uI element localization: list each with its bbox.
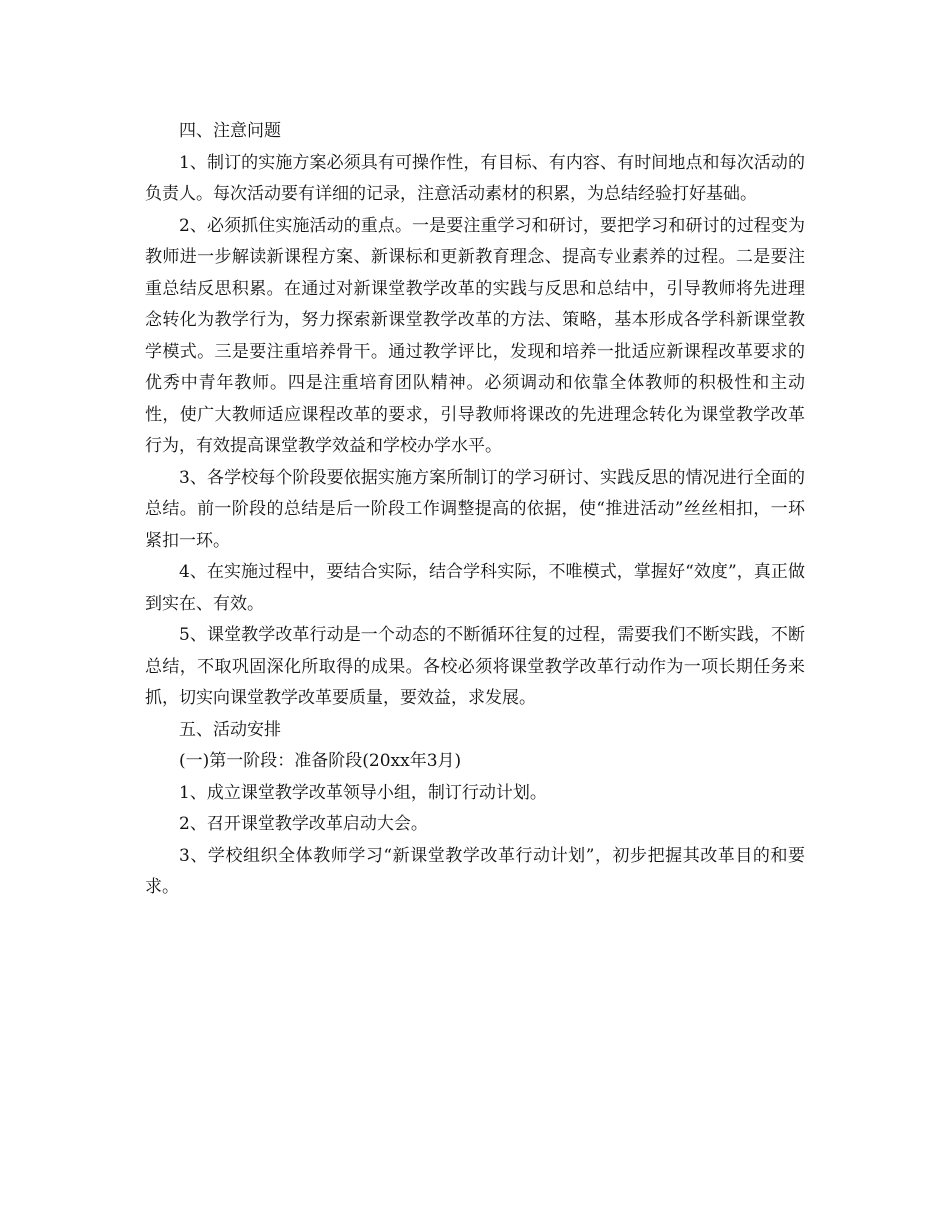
paragraph-item-4: 4、在实施过程中，要结合实际，结合学科实际，不唯模式，掌握好“效度”，真正做到实在、有效。 [145,562,805,614]
section-heading-activity-schedule: 五、活动安排 [179,719,281,740]
stage-one-item-3: 3、学校组织全体教师学习“新课堂教学改革行动计划”，初步把握其改革目的和要求。 [145,845,805,897]
document-body [145,116,805,904]
stage-one-item-1: 1、成立课堂教学改革领导小组，制订行动计划。 [179,782,547,803]
paragraph-item-5: 5、课堂教学改革行动是一个动态的不断循环往复的过程，需要我们不断实践，不断总结，不取巩固深化所取得的成果。各校必须将课堂教学改革行动作为一项长期任务来抓，切实向课堂教学改革要质量，要效益，求发展。 [145,625,805,708]
paragraph-item-3: 3、各学校每个阶段要依据实施方案所制订的学习研讨、实践反思的情况进行全面的总结。前一阶段的总结是后一阶段工作调整提高的依据，使“推进活动”丝丝相扣，一环紧扣一环。 [145,467,805,551]
paragraph-item-2: 2、必须抓住实施活动的重点。一是要注重学习和研讨，要把学习和研讨的过程变为教师进一步解读新课程方案、新课标和更新教育理念、提高专业素养的过程。二是要注重总结反思积累。在通过对新课堂教学改革的实践与反思和总结中，引导教师将先进理念转化为教学行为，努力探索新课堂教学改革的方法、策略，基本形成各学科新课堂教学模式。三是要注重培养骨干。通过教学评比，发现和培养一批适应新课程改革要求的优秀中青年教师。四是注重培育团队精神。必须调动和依靠全体教师的积极性和主动性，使广大教师适应课程改革的要求，引导教师将课改的先进理念转化为课堂教学改革行为，有效提高课堂教学效益和学校办学水平。 [145,215,805,456]
section-heading-attention-issues: 四、注意问题 [179,121,281,141]
paragraph-item-1: 1、制订的实施方案必须具有可操作性，有目标、有内容、有时间地点和每次活动的负责人。每次活动要有详细的记录，注意活动素材的积累，为总结经验打好基础。 [145,152,805,204]
subsection-heading-stage-one: (一)第一阶段：准备阶段(20xx年3月) [179,751,462,771]
stage-one-item-2: 2、召开课堂教学改革启动大会。 [179,814,428,834]
